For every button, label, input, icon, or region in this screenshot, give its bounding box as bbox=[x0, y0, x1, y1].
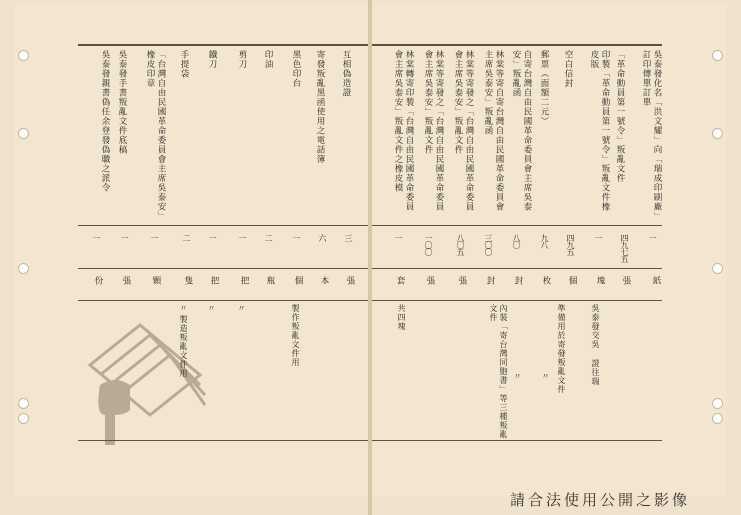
qty-cell: 一 bbox=[120, 234, 129, 241]
item-cell: 吳泰發手書叛亂文件底稿 bbox=[117, 50, 127, 155]
qty-cell: 一 bbox=[238, 234, 247, 241]
item-cell: 自寄台灣自由民國革命委員會主席吳泰安」叛亂函 bbox=[511, 50, 532, 212]
qty-cell: 一〇〇 bbox=[424, 234, 433, 255]
unit-cell: 枚 bbox=[541, 276, 551, 285]
remark-cell: 製造叛亂文件用 bbox=[179, 315, 188, 378]
punch-hole bbox=[18, 128, 29, 139]
item-cell: 林棠等寄發之「台灣自由民國革命委員會主席吳泰安」叛亂文件 bbox=[423, 50, 444, 212]
unit-cell: 本 bbox=[319, 276, 329, 285]
unit-cell: 顆 bbox=[151, 276, 161, 285]
item-cell: 鐵刀 bbox=[207, 50, 217, 69]
item-cell: 互相偽造證 bbox=[341, 50, 351, 98]
page-fold bbox=[368, 0, 372, 515]
unit-cell: 張 bbox=[345, 276, 355, 285]
unit-cell: 張 bbox=[425, 276, 435, 285]
item-cell: 寄發叛亂黑函使用之電話簿 bbox=[315, 50, 325, 164]
item-cell: 剪刀 bbox=[237, 50, 247, 69]
qty-cell: 一 bbox=[648, 234, 657, 241]
punch-hole bbox=[712, 398, 723, 409]
unit-cell: 張 bbox=[621, 276, 631, 285]
qty-cell: 一 bbox=[292, 234, 301, 241]
item-cell: 林棠轉寄印製「台灣自由民國革命委員會主席吳泰安」叛亂文件之橡皮模 bbox=[393, 50, 414, 212]
remark-cell: 〃 bbox=[541, 372, 550, 381]
remark-cell: 〃 bbox=[237, 304, 246, 313]
qty-cell: 八〇 bbox=[512, 234, 521, 248]
item-cell: 林棠等寄發之「台灣自由民國革命委員會主席吳泰安」叛亂文件 bbox=[453, 50, 474, 212]
qty-cell: 四九七五 bbox=[620, 234, 629, 262]
qty-cell: 九八 bbox=[540, 234, 549, 248]
archive-watermark-icon bbox=[70, 305, 220, 455]
qty-cell: 一 bbox=[92, 234, 101, 241]
punch-hole bbox=[18, 263, 29, 274]
qty-cell: 六 bbox=[318, 234, 327, 241]
item-cell: 印製「革命動員第一號令」叛亂文件橡皮版 bbox=[589, 50, 610, 212]
unit-cell: 份 bbox=[93, 276, 103, 285]
remark-cell: 〃 bbox=[513, 372, 522, 381]
punch-hole bbox=[712, 263, 723, 274]
remark-cell: 吳泰發交吳 證往瑞 bbox=[591, 304, 600, 386]
qty-cell: 一 bbox=[594, 234, 603, 241]
remark-cell: 製作叛亂文件用 bbox=[291, 304, 300, 367]
qty-cell: 二 bbox=[182, 234, 191, 241]
qty-cell: 八〇五 bbox=[456, 234, 465, 255]
item-cell: 「台灣自由民國革命委員會主席吳泰安」橡皮印章 bbox=[145, 50, 166, 217]
remark-cell: 〃 bbox=[207, 304, 216, 313]
unit-cell: 個 bbox=[567, 276, 577, 285]
unit-cell: 把 bbox=[239, 276, 249, 285]
item-cell: 郵票（面額二元） bbox=[539, 50, 549, 126]
punch-hole bbox=[712, 128, 723, 139]
remark-cell: 準備用於寄發叛亂文件 bbox=[557, 304, 566, 394]
remark-cell: 〃 bbox=[179, 304, 188, 313]
unit-cell: 張 bbox=[457, 276, 467, 285]
punch-hole bbox=[18, 413, 29, 424]
punch-hole bbox=[712, 413, 723, 424]
footer-notice: 請合法使用公開之影像 bbox=[510, 491, 691, 509]
unit-cell: 封 bbox=[485, 276, 495, 285]
qty-cell: 一 bbox=[150, 234, 159, 241]
unit-cell: 紙 bbox=[651, 276, 661, 285]
punch-hole bbox=[18, 398, 29, 409]
item-cell: 手提袋 bbox=[179, 50, 189, 79]
unit-cell: 把 bbox=[209, 276, 219, 285]
item-cell: 「革命動員第一號令」叛亂文件 bbox=[615, 50, 625, 183]
remark-cell: 共四塊 bbox=[397, 304, 406, 331]
unit-cell: 套 bbox=[395, 276, 405, 285]
unit-cell: 張 bbox=[121, 276, 131, 285]
item-cell: 吳泰發化名「洪文耀」向「瑞成印刷廠」訂印傳單訂單 bbox=[641, 50, 662, 217]
unit-cell: 瓶 bbox=[265, 276, 275, 285]
qty-cell: 一 bbox=[394, 234, 403, 241]
qty-cell: 三〇〇 bbox=[484, 234, 493, 255]
item-cell: 林棠等寄自寄台灣自由民國革命委員會主席吳泰安」叛亂函 bbox=[483, 50, 504, 212]
unit-cell: 封 bbox=[513, 276, 523, 285]
qty-cell: 三 bbox=[344, 234, 353, 241]
qty-cell: 二 bbox=[264, 234, 273, 241]
unit-cell: 隻 bbox=[183, 276, 193, 285]
qty-cell: 一 bbox=[208, 234, 217, 241]
item-cell: 吳泰發親書偽任余登發偽職之派令 bbox=[100, 50, 110, 193]
qty-cell: 四九五 bbox=[566, 234, 575, 255]
item-cell: 印油 bbox=[263, 50, 273, 69]
punch-hole bbox=[712, 50, 723, 61]
unit-cell: 個 bbox=[293, 276, 303, 285]
item-cell: 空白信封 bbox=[563, 50, 573, 88]
punch-hole bbox=[18, 50, 29, 61]
unit-cell: 塊 bbox=[595, 276, 605, 285]
item-cell: 黑色印台 bbox=[291, 50, 301, 88]
remark-cell: 內裝「寄台灣同胞書」等三種叛亂文件 bbox=[489, 304, 508, 439]
